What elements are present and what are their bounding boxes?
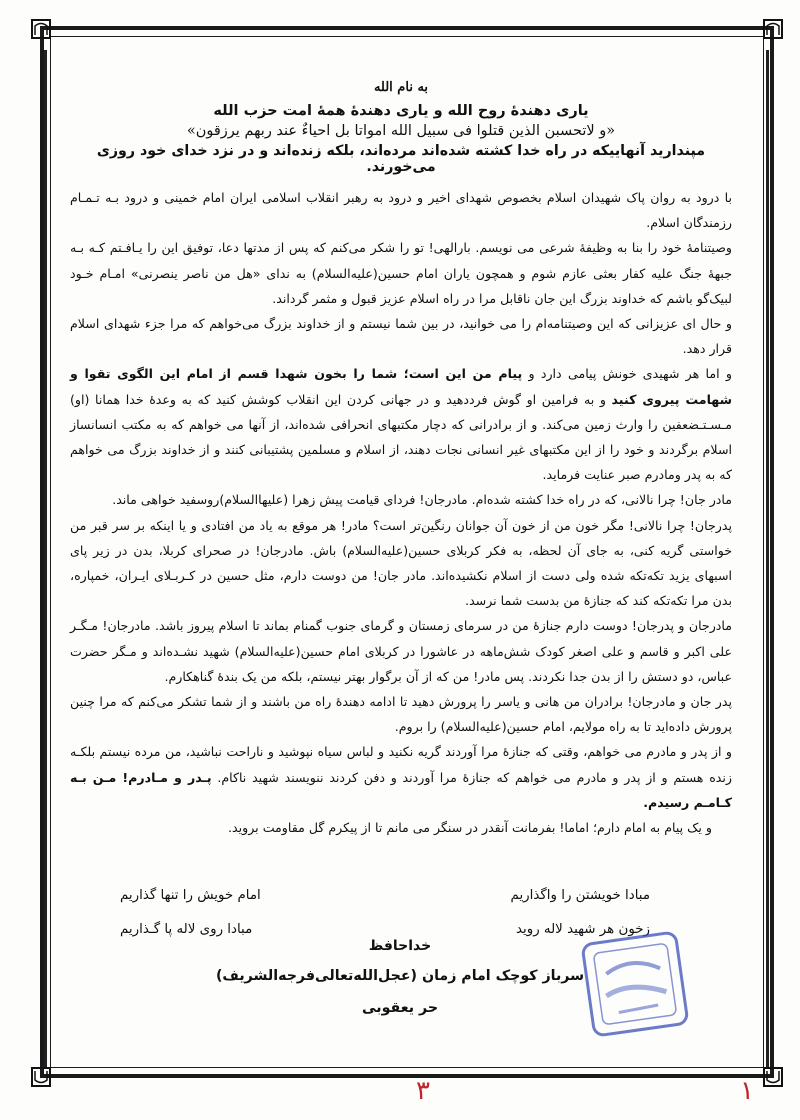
corner-ornament-icon [30, 18, 52, 40]
will-text [70, 80, 732, 840]
verse-translation: مپندارید آنهاییکه در راه خدا کشته شده‌اند مرده‌اند، بلکه زنده‌اند و در نزد خدای خود روزی می‌خورند. [96, 143, 706, 175]
paragraph-text: و اما هر شهیدی خونش پیامی دارد و [522, 366, 732, 382]
poem-verse [120, 878, 650, 912]
author-name: حر یعقوبی [361, 1000, 439, 1016]
paragraph: و حال ای عزیزانی که این وصیتنامه‌ام را می خوانید، در بین شما نیستم و از خداوند بزرگ می‌خواهم که مرا جزء شهدای اسلام قرار دهد. [70, 316, 732, 357]
page-number: ۱ [740, 1076, 754, 1106]
right-border-line [766, 50, 769, 1068]
quran-verse: «و لاتحسبن الذین قتلوا فی سبیل الله امواتا بل احیاءٌ عند ربهم یرزقون» [186, 123, 616, 139]
paragraph: پدرجان! چرا نالانی! مگر خون من از خون آن جوانان رنگین‌تر است؟ مادر! هر موقع به یاد من افتادی و یا اینکه بر سر قبر من خواستی گریه کنی، به جای آن لحظه، به فکر کربلای حسین(علیه‌السلام) باش. مادرجان! در صحرای کربلا، بدن در زیر پای اسبهای یزید تکه‌تکه شده ولی دست از اسلام نکشیده‌اند. مادر جان! من دوست دارم، مثل حسین در کـربـلای ایـران، خمپاره، بدن مرا تکه‌تکه کند که جنازهٔ من بدست شما نرسد. [70, 517, 732, 609]
page-number: ۳ [416, 1076, 430, 1106]
paragraph-message [70, 361, 732, 487]
paragraph: مادرجان و پدرجان! دوست دارم جنازهٔ من در سرمای زمستان و گرمای جنوب گمنام بماند تا اسلام پیروز باشد. مادرجان! مـگـر علی اکبر و قاسم و علی اصغر کودک شش‌ماهه در عاشورا در کربلای امام حسین(علیه‌السلام) شهید نشـده‌اند و مـگر حضرت عباس، دو دستش را از بدن جدا نکردند. پس مادر! من که از آن برگوار بهتر نیستم، بلکه من یک بندهٔ گناهکارم. [70, 618, 732, 684]
hemistich: مبادا روی لاله پا گـذاریم [120, 921, 253, 937]
paragraph-request [70, 739, 732, 815]
hemistich: امام خویش را تنها گذاریم [120, 887, 261, 903]
hemistich: زخون هر شهید لاله روید [515, 921, 650, 937]
stamp-icon [573, 923, 697, 1045]
corner-ornament-icon [762, 18, 784, 40]
paragraph-text: و از پدر و مادرم می خواهم، وقتی که جنازهٔ مرا آوردند گریه نکنید و لباس سیاه نپوشید و ناراحت نباشید، من مرده نیستم بلکـه زنده هستم و از پدر و مادرم می خواهم که جنازهٔ مرا آوردند و دفن کردند ننویسند شهید ناکام. [70, 744, 732, 785]
bold-message: پـدر و مـادرم! مـن بـه کـامـم رسیدم. [70, 769, 732, 810]
besmellah-heading: به نام الله [373, 80, 429, 95]
paragraph-message-to-imam: و یک پیام به امام دارم؛ اماما! بفرمانت آنقدر در سنگر می مانم تا از پیکرم گل مقاومت بروید. [228, 820, 712, 836]
corner-ornament-icon [762, 1066, 784, 1088]
paragraph: مادر جان! چرا نالانی، که در راه خدا کشته شده‌ام. مادرجان! فردای قیامت پیش زهرا (علیهاالسلام)روسفید خواهی ماند. [112, 492, 732, 508]
left-border-line [44, 50, 47, 1068]
paragraph: با درود به روان پاک شهیدان اسلام بخصوص شهدای اخیر و درود به رهبر انقلاب اسلامی ایران امام خمینی و درود بـه تـمـام رزمندگان اسلام. [70, 190, 732, 231]
heading-line: یاری دهندهٔ روح الله و یاری دهندهٔ همهٔ امت حزب الله [213, 103, 589, 119]
hemistich: مبادا خویشتن را واگذاریم [510, 887, 650, 903]
signature-title: سرباز کوچک امام زمان (عجل‌الله‌تعالی‌فرجه‌الشریف) [215, 968, 585, 984]
farewell: خداحافظ [368, 938, 432, 954]
bold-message: پیام من این است؛ شما را بخون شهدا قسم از امام این الگوی تقوا و شهامت پیروی کنید [70, 366, 733, 407]
paragraph: وصیتنامهٔ خود را بنا به وظیفهٔ شرعی می نویسم. بارالهی! تو را شکر می‌کنم که پس از مدتها دعا، توفیق این را یـافـتم کـه بـه جبههٔ جنگ علیه کفار بعثی عازم شوم و همچون یاران امام حسین(علیه‌السلام) به ندای «هل من ناصر ینصرنی» امـام خـود لبیک‌گو باشم که خداوند بزرگ این جان ناقابل مرا در راه اسلام عزیز قبول و مثمر گرداند. [70, 240, 732, 306]
paragraph-text: و به فرامین او گوش فرددهید و در جهانی کردن این انقلاب کوشش کنید که به وعدهٔ خدا همانا (او) مـسـتـضعفین را وارث زمین می‌کند. و از برادرانی که دچار مکتبهای انحرافی شده‌اند، از آنها می خواهم که به مکتب انسانساز اسلام برگردند و خود را از این مکتبهای غیر انسانی نجات دهند، از اسلام و مسلمین پشتیبانی کنند و از خداوند بزرگ می خواهم که به پدر ومادرم صبر عنایت فرماید. [70, 391, 732, 483]
corner-ornament-icon [30, 1066, 52, 1088]
paragraph: پدر جان و مادرجان! برادران من هانی و یاسر را پرورش دهید تا ادامه دهندهٔ راه من باشند و از شما تشکر می‌کنم که مرا چنین پرورش داده‌اید تا به راه مولایم، امام حسین(علیه‌السلام) را بروم. [70, 694, 732, 735]
poem [120, 878, 650, 946]
